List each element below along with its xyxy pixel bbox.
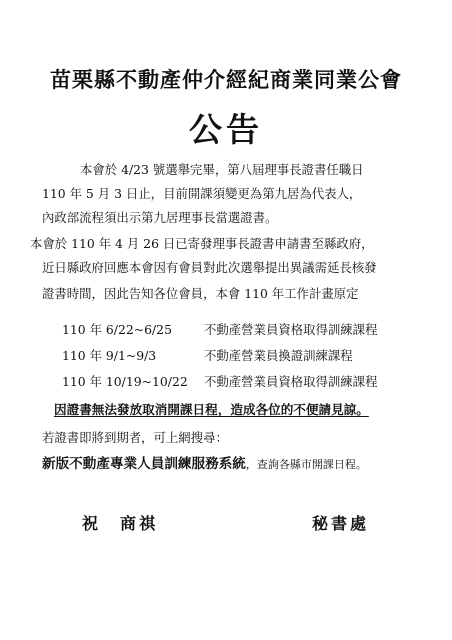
schedule-course: 不動產營業員換證訓練課程 (204, 348, 353, 363)
paragraph-1-line-1: 本會於 4/23 號選舉完畢，第八屆理事長證書任職日 (80, 162, 364, 177)
paragraph-1-line-2: 110 年 5 月 3 日止，目前開課須變更為第九居為代表人， (42, 186, 362, 201)
notice-title: 公告 (189, 110, 263, 149)
schedule-course: 不動產營業員資格取得訓練課程 (204, 374, 378, 389)
system-line (42, 456, 367, 473)
expiry-note: 若證書即將到期者，可上網搜尋： (42, 430, 228, 445)
schedule-date: 110 年 6/22~6/25 (62, 322, 172, 337)
paragraph-2-line-3: 證書時間，因此告知各位會員，本會 110 年工作計畫原定 (42, 286, 359, 301)
schedule-course: 不動產營業員資格取得訓練課程 (204, 322, 378, 337)
paragraph-2-line-2: 近日縣政府回應本會因有會員對此次選舉提出異議需延長核發 (42, 260, 377, 275)
closing-greeting: 祝 商祺 (82, 514, 159, 533)
signer: 秘書處 (312, 514, 370, 533)
schedule-date: 110 年 10/19~10/22 (62, 374, 188, 389)
cancellation-notice: 因證書無法發放取消開課日程，造成各位的不便請見諒。 (54, 402, 369, 417)
schedule-date: 110 年 9/1~9/3 (62, 348, 157, 363)
organization-title: 苗栗縣不動產仲介經紀商業同業公會 (50, 68, 402, 92)
system-name: 新版不動產專業人員訓練服務系統 (42, 456, 246, 472)
paragraph-2-line-1: 本會於 110 年 4 月 26 日已寄發理事長證書申請書至縣政府， (30, 236, 374, 251)
paragraph-1-line-3: 內政部流程須出示第九居理事長當選證書。 (42, 210, 278, 225)
system-suffix: ，查詢各縣市開課日程。 (245, 458, 367, 471)
